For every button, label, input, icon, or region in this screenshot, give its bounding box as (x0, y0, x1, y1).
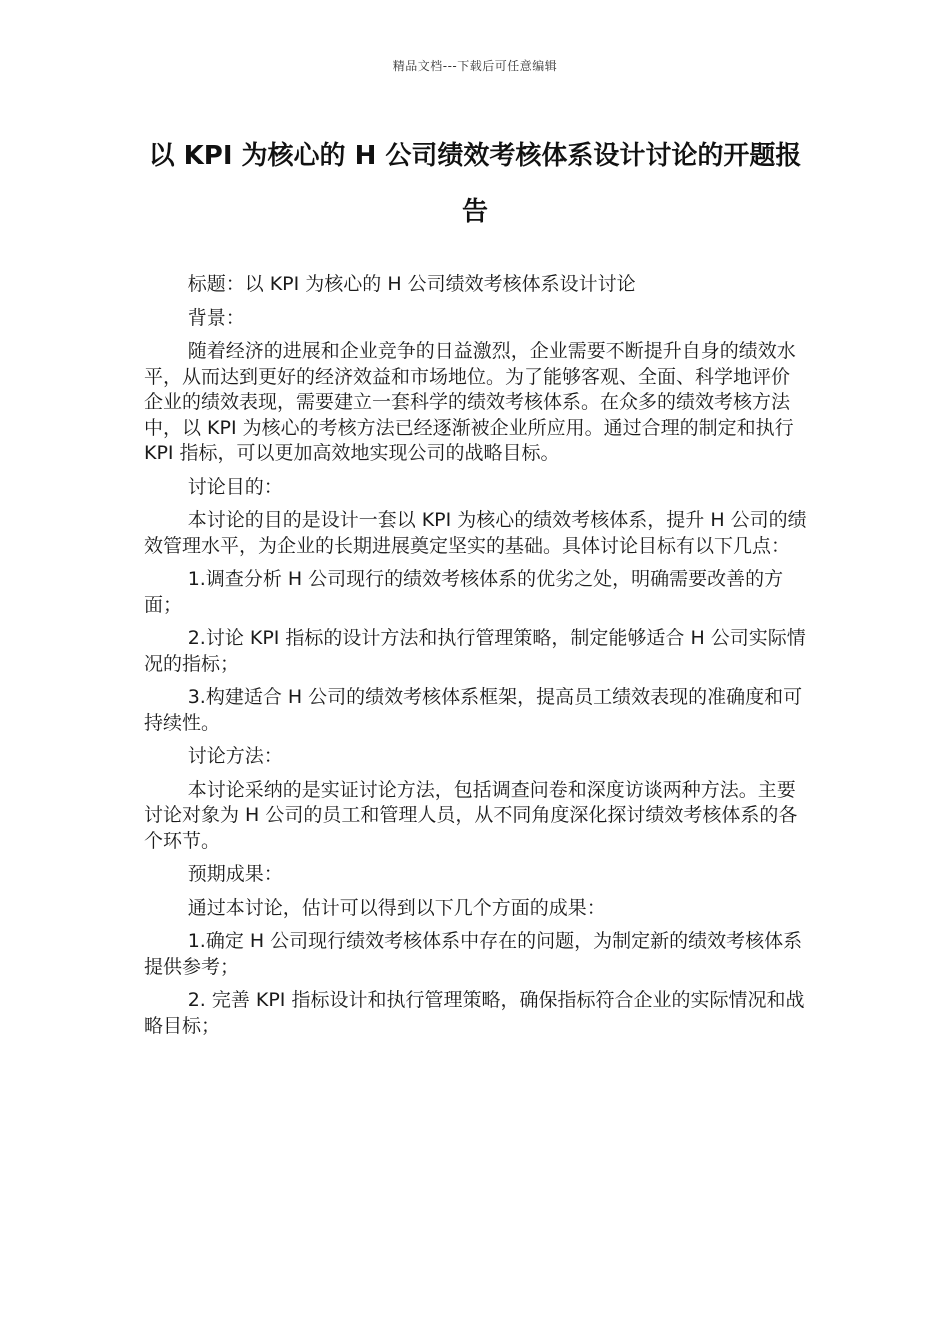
paragraph-purpose-item-3: 3.构建适合 H 公司的绩效考核体系框架，提高员工绩效表现的准确度和可持续性。 (144, 686, 803, 734)
paragraph-results-item-2: 2. 完善 KPI 指标设计和执行管理策略，确保指标符合企业的实际情况和战略目标； (144, 989, 805, 1037)
paragraph-purpose-text: 本讨论的目的是设计一套以 KPI 为核心的绩效考核体系，提升 H 公司的绩效管理水平，为企业的长期进展奠定坚实的基础。具体讨论目标有以下几点： (144, 509, 807, 557)
paragraph-purpose-item-1: 1.调查分析 H 公司现行的绩效考核体系的优劣之处，明确需要改善的方面； (144, 568, 784, 616)
paragraph-purpose-item-2: 2.讨论 KPI 指标的设计方法和执行管理策略，制定能够适合 H 公司实际情况的指标； (144, 627, 806, 675)
paragraph-background-text: 随着经济的进展和企业竞争的日益激烈，企业需要不断提升自身的绩效水平，从而达到更好的经济效益和市场地位。为了能够客观、全面、科学地评价企业的绩效表现，需要建立一套科学的绩效考核体系。在众多的绩效考核方法中，以 KPI 为核心的考核方法已经逐渐被企业所应用。通过合理的制定和执行 KPI 指标，可以更加高效地实现公司的战略目标。 (144, 340, 796, 464)
paragraph-purpose-heading: 讨论目的： (187, 475, 283, 498)
paragraph-title-line: 标题：以 KPI 为核心的 H 公司绩效考核体系设计讨论 (187, 273, 636, 295)
paragraph-background-heading: 背景： (187, 306, 245, 329)
document-body (144, 272, 808, 1047)
header-note: 精品文档---下载后可任意编辑 (392, 59, 558, 73)
paragraph-method-heading: 讨论方法： (187, 745, 283, 767)
paragraph-results-item-1: 1.确定 H 公司现行绩效考核体系中存在的问题，为制定新的绩效考核体系提供参考； (144, 930, 803, 978)
document-title: 以 KPI 为核心的 H 公司绩效考核体系设计讨论的开题报告 (148, 141, 802, 227)
paragraph-method-text: 本讨论采纳的是实证讨论方法，包括调查问卷和深度访谈两种方法。主要讨论对象为 H 公司的员工和管理人员，从不同角度深化探讨绩效考核体系的各个环节。 (144, 778, 798, 852)
paragraph-results-intro: 通过本讨论，估计可以得到以下几个方面的成果： (187, 896, 606, 919)
paragraph-results-heading: 预期成果： (187, 863, 283, 885)
